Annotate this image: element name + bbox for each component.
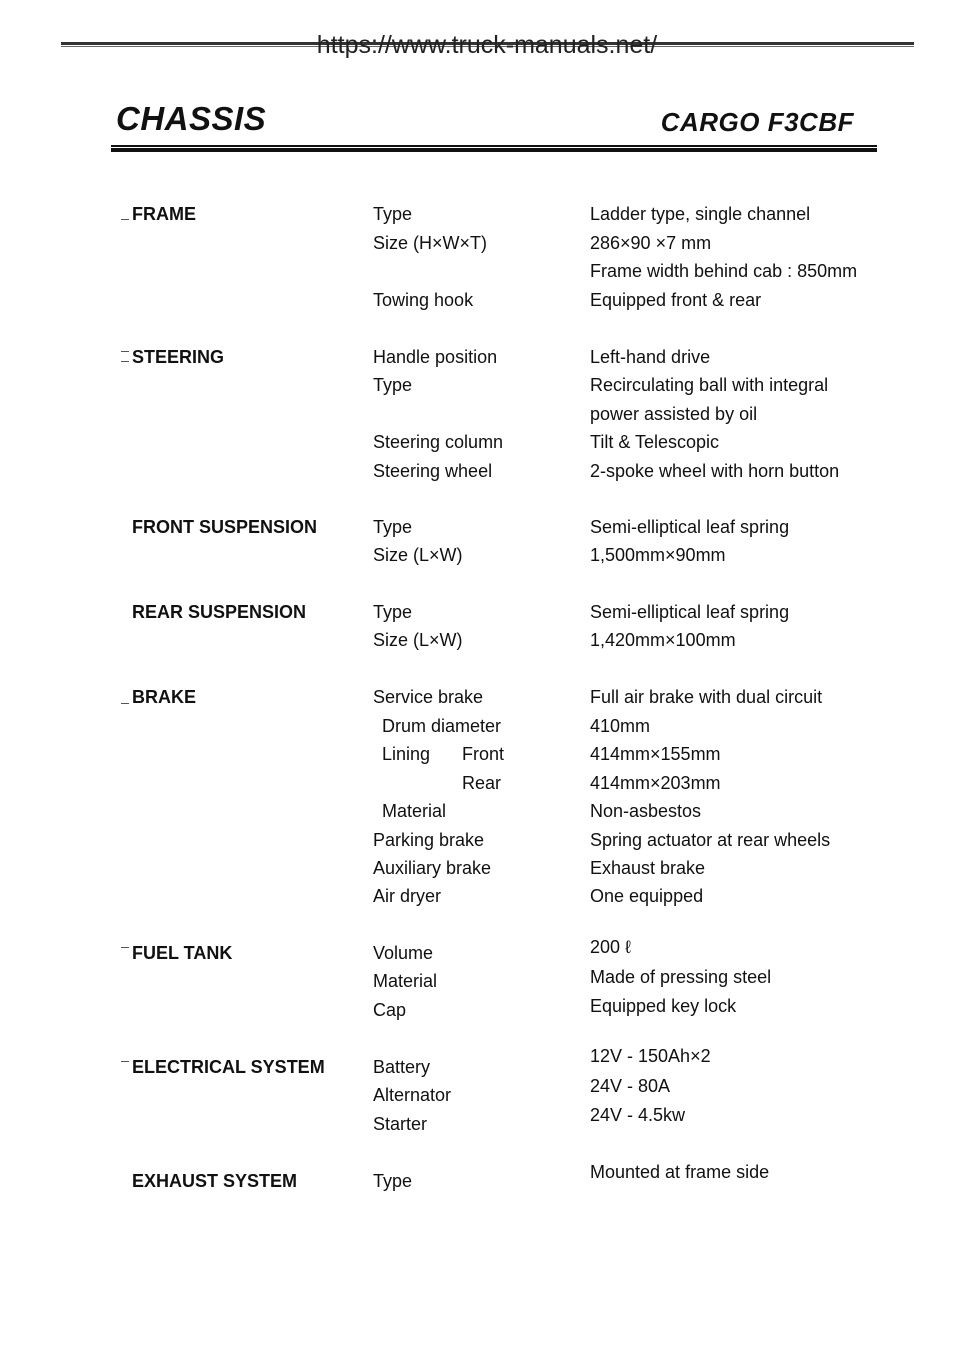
section-marker: [121, 219, 129, 220]
spec-value: Recirculating ball with integral: [590, 375, 829, 395]
spec-label: Steering column: [373, 432, 504, 452]
spec-value: Full air brake with dual circuit: [590, 687, 823, 707]
spec-value: 286×90 ×7 mm: [590, 233, 712, 253]
section-marker: [121, 947, 129, 948]
spec-label: Type: [373, 375, 413, 395]
spec-value: 24V - 4.5kw: [590, 1105, 686, 1125]
section-marker: [121, 361, 129, 362]
spec-value: 12V - 150Ah×2: [590, 1046, 711, 1066]
spec-label: Parking brake: [373, 830, 485, 850]
section-marker: [121, 351, 129, 352]
spec-label: Type: [373, 602, 413, 622]
spec-value: Equipped key lock: [590, 996, 737, 1016]
spec-label: Towing hook: [373, 290, 474, 310]
spec-value: Made of pressing steel: [590, 967, 772, 987]
spec-label: Type: [373, 517, 413, 537]
spec-value: 24V - 80A: [590, 1076, 671, 1096]
section-title-electrical: ELECTRICAL SYSTEM: [132, 1057, 325, 1077]
section-title-front-suspension: FRONT SUSPENSION: [132, 517, 318, 537]
spec-label: Volume: [373, 943, 434, 963]
spec-value: 2-spoke wheel with horn button: [590, 461, 840, 481]
section-title-exhaust: EXHAUST SYSTEM: [132, 1171, 298, 1191]
spec-label: Size (L×W): [373, 545, 463, 565]
section-title-brake: BRAKE: [132, 687, 197, 707]
spec-value: Semi-elliptical leaf spring: [590, 602, 790, 622]
spec-label: Rear: [462, 773, 502, 793]
section-title-steering: STEERING: [132, 347, 225, 367]
spec-value: Left-hand drive: [590, 347, 711, 367]
spec-value: 414mm×155mm: [590, 744, 721, 764]
spec-value: 1,500mm×90mm: [590, 545, 726, 565]
spec-value: 200 ℓ: [590, 937, 631, 957]
spec-value: 410mm: [590, 716, 651, 736]
spec-label: Material: [373, 971, 438, 991]
spec-label: Air dryer: [373, 886, 442, 906]
section-marker: [121, 703, 129, 704]
spec-label: Drum diameter: [382, 716, 502, 736]
spec-label: Battery: [373, 1057, 431, 1077]
header-rule-thick: [111, 148, 877, 152]
spec-value: One equipped: [590, 886, 704, 906]
spec-value: Exhaust brake: [590, 858, 706, 878]
spec-value: Semi-elliptical leaf spring: [590, 517, 790, 537]
spec-value: Mounted at frame side: [590, 1162, 770, 1182]
spec-label: Service brake: [373, 687, 484, 707]
section-title-frame: FRAME: [132, 204, 196, 224]
spec-value: power assisted by oil: [590, 404, 758, 424]
spec-label: Size (H×W×T): [373, 233, 488, 253]
spec-label: Alternator: [373, 1085, 452, 1105]
section-title-fuel-tank: FUEL TANK: [132, 943, 233, 963]
page-title: CHASSIS: [116, 100, 267, 137]
spec-value: 414mm×203mm: [590, 773, 721, 793]
section-title-rear-suspension: REAR SUSPENSION: [132, 602, 307, 622]
spec-label: Type: [373, 1171, 413, 1191]
model-name: CARGO F3CBF: [660, 107, 854, 137]
spec-label: Front: [462, 744, 505, 764]
spec-value: Frame width behind cab : 850mm: [590, 261, 858, 281]
spec-value: Ladder type, single channel: [590, 204, 811, 224]
spec-label: Size (L×W): [373, 630, 463, 650]
spec-label: Type: [373, 204, 413, 224]
spec-value: Equipped front & rear: [590, 290, 762, 310]
spec-label: Material: [382, 801, 447, 821]
section-marker: [121, 1061, 129, 1062]
source-url[interactable]: https://www.truck-manuals.net/: [316, 31, 658, 59]
spec-label: Starter: [373, 1114, 428, 1134]
spec-value: Non-asbestos: [590, 801, 702, 821]
spec-value: 1,420mm×100mm: [590, 630, 736, 650]
spec-label: Steering wheel: [373, 461, 493, 481]
spec-label: Cap: [373, 1000, 407, 1020]
spec-label: Lining: [382, 744, 431, 764]
spec-value: Tilt & Telescopic: [590, 432, 720, 452]
spec-value: Spring actuator at rear wheels: [590, 830, 831, 850]
spec-label: Auxiliary brake: [373, 858, 492, 878]
header-rule: [111, 145, 877, 147]
spec-label: Handle position: [373, 347, 498, 367]
